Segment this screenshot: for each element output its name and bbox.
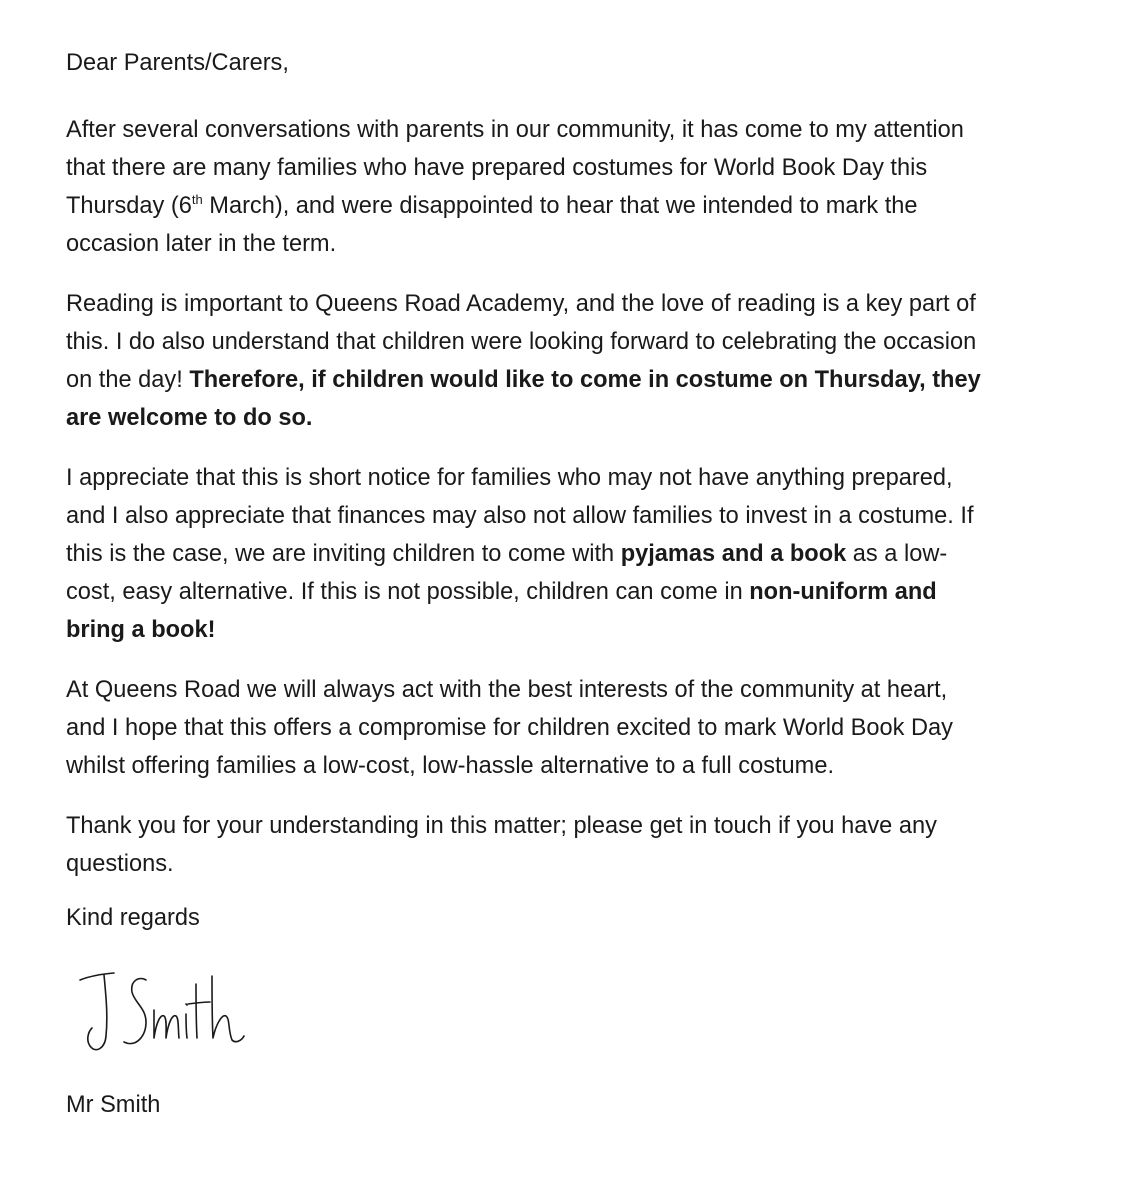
text-line: [66, 187, 1111, 225]
signoff-name: Mr Smith: [66, 1092, 161, 1118]
text-segment: as a low-: [846, 541, 948, 567]
text-line: Reading is important to Queens Road Academy, and the love of reading is a key part of: [66, 291, 976, 317]
bold-text: pyjamas and a book: [620, 541, 847, 567]
text-line: occasion later in the term.: [66, 231, 337, 257]
text-segment: this is the case, we are inviting children to come with: [66, 541, 621, 567]
signature-image: [66, 958, 266, 1058]
paragraph-thanks: [66, 807, 1111, 883]
text-line: I appreciate that this is short notice for families who may not have anything prepared,: [66, 465, 953, 491]
paragraph-alternatives: [66, 459, 1111, 649]
text-line: [66, 611, 1111, 649]
text-segment: on the day!: [66, 367, 190, 393]
text-line: [66, 535, 1111, 573]
letter-body: [66, 44, 1111, 937]
text-line: At Queens Road we will always act with the best interests of the community at heart,: [66, 677, 948, 703]
text-segment: March), and were disappointed to hear that we intended to mark the: [202, 193, 918, 219]
greeting-line: Dear Parents/Carers,: [66, 50, 289, 76]
text-line: and I also appreciate that finances may also not allow families to invest in a costume. If: [66, 503, 974, 529]
paragraph-reading-importance: [66, 285, 1111, 437]
text-line: this. I do also understand that children were looking forward to celebrating the occasion: [66, 329, 977, 355]
text-segment: Thursday (6: [66, 193, 192, 219]
text-line: [66, 399, 1111, 437]
ordinal-suffix: th: [191, 192, 203, 207]
text-segment: cost, easy alternative. If this is not possible, children can come in: [66, 579, 750, 605]
bold-text: bring a book!: [66, 617, 216, 643]
text-line: After several conversations with parents in our community, it has come to my attention: [66, 117, 964, 143]
paragraph-costumes-context: [66, 111, 1111, 263]
text-line: whilst offering families a low-cost, low-hassle alternative to a full costume.: [66, 753, 834, 779]
paragraph-community: [66, 671, 1111, 785]
bold-text: non-uniform and: [749, 579, 937, 605]
text-line: [66, 361, 1111, 399]
text-line: questions.: [66, 851, 174, 877]
bold-text: Therefore, if children would like to come in costume on Thursday, they: [189, 367, 981, 393]
signature: [66, 958, 266, 1058]
greeting: [66, 44, 1111, 82]
bold-text: are welcome to do so.: [66, 405, 313, 431]
text-line: and I hope that this offers a compromise for children excited to mark World Book Day: [66, 715, 953, 741]
closing-line: Kind regards: [66, 905, 200, 931]
text-line: that there are many families who have prepared costumes for World Book Day this: [66, 155, 928, 181]
closing: [66, 899, 1111, 937]
text-line: [66, 573, 1111, 611]
text-line: Thank you for your understanding in this matter; please get in touch if you have any: [66, 813, 937, 839]
